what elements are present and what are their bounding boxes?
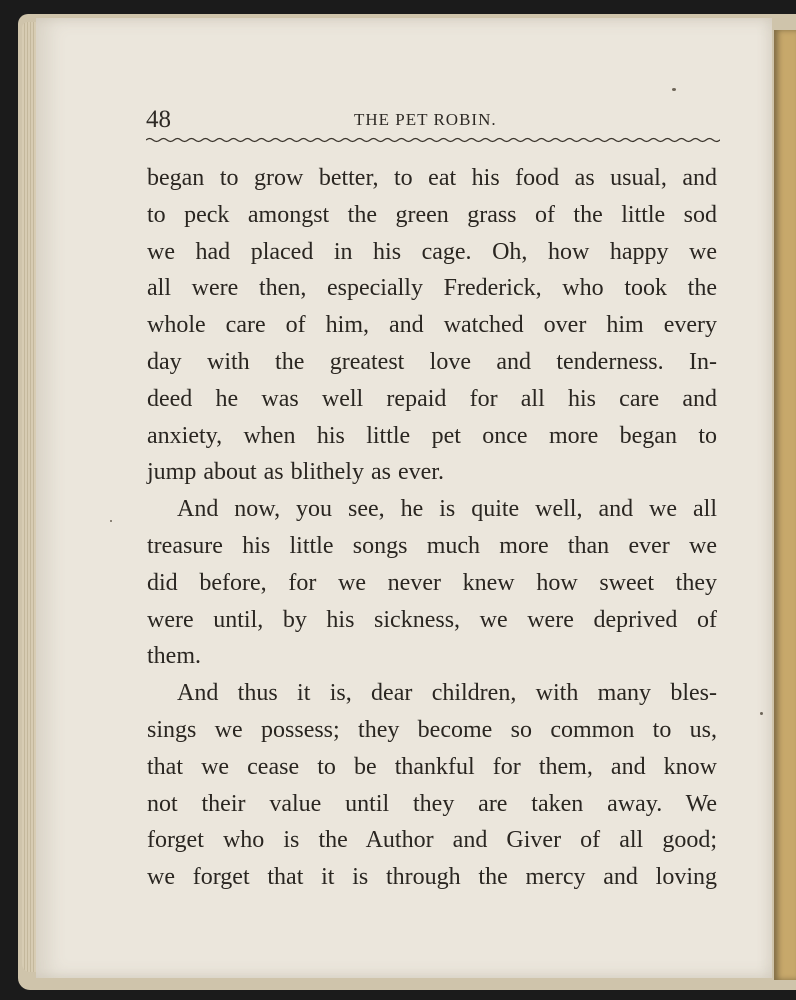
text-line: to peck amongst the green grass of the little sod [147,201,717,228]
text-line: not their value until they are taken away. We [147,790,717,817]
text-line: whole care of him, and watched over him every [147,312,717,339]
text-line: that we cease to be thankful for them, and know [147,753,717,780]
text-line: began to grow better, to eat his food as usual, and [147,165,717,191]
body-text [147,160,717,896]
text-line: we forget that it is through the mercy and loving [147,864,717,891]
text-line: treasure his little songs much more than ever we [147,532,717,559]
paragraph-start-line: And now, you see, he is quite well, and we all [177,496,717,523]
text-line: did before, for we never knew how sweet they [147,569,717,596]
text-line: we had placed in his cage. Oh, how happy we [147,238,717,265]
paper-speck [110,520,112,522]
facing-page-edge [774,30,796,980]
text-line: them. [147,643,201,670]
wavy-rule [146,136,720,144]
text-line: sings we possess; they become so common to us, [147,716,717,743]
running-title: THE PET ROBIN. [354,110,497,129]
text-line: day with the greatest love and tenderness. In- [147,348,717,375]
page-header [146,104,716,134]
paper-speck [672,88,676,91]
text-line: were until, by his sickness, we were deprived of [147,606,717,633]
paper-speck [760,712,763,715]
text-line: deed he was well repaid for all his care and [147,385,717,412]
text-line: jump about as blithely as ever. [147,459,444,486]
text-line: anxiety, when his little pet once more began to [147,422,717,449]
page-number: 48 [146,106,171,133]
text-line: forget who is the Author and Giver of all good; [147,827,717,854]
paragraph-start-line: And thus it is, dear children, with many bles- [177,680,717,707]
text-line: all were then, especially Frederick, who took the [147,275,717,302]
